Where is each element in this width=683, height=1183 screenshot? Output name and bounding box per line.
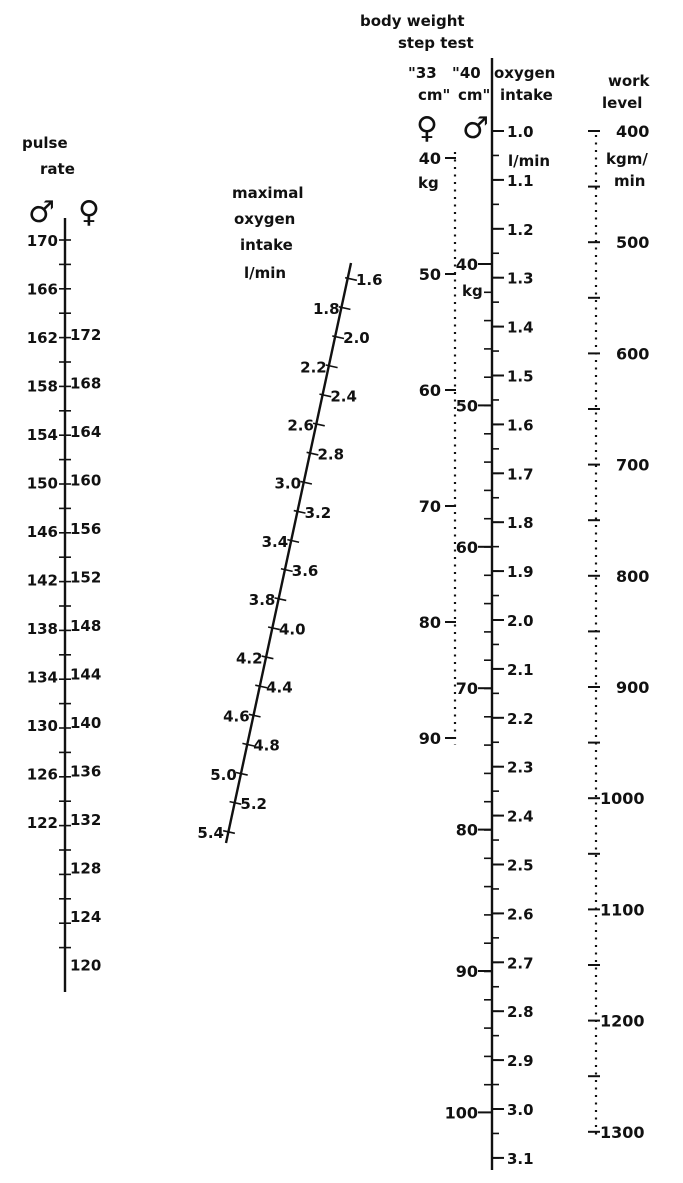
vo2max-label: 2.0 <box>343 329 370 348</box>
pulse-female-label: 144 <box>70 665 102 684</box>
vo2max-tick <box>300 481 312 484</box>
female-weight-label: 50 <box>418 265 441 284</box>
pulse-male-label: 134 <box>26 668 58 687</box>
work-level-label: 1300 <box>600 1122 645 1142</box>
pulse-male-symbol: ♂ <box>28 195 55 230</box>
vo2max-label: 3.6 <box>291 562 319 581</box>
male-weight-label: 100 <box>444 1103 478 1123</box>
female-weight-label: 90 <box>418 729 441 748</box>
male-weight-label: 80 <box>455 820 478 840</box>
vo2max-title-line4: l/min <box>244 264 287 282</box>
max-oxygen-intake-scale <box>197 184 382 843</box>
vo2max-label: 1.6 <box>356 271 383 289</box>
pulse-female-label: 156 <box>70 520 102 538</box>
male-step-height: "40 <box>452 64 481 82</box>
vo2max-title-line3: intake <box>240 236 293 254</box>
pulse-male-label: 162 <box>26 329 58 347</box>
pulse-female-label: 120 <box>70 956 102 975</box>
pulse-male-label: 138 <box>26 620 58 638</box>
vo2max-tick <box>275 598 287 601</box>
work-level-scale <box>588 72 651 1142</box>
work-level-labels <box>600 122 649 1142</box>
vo2max-ticks <box>223 278 357 834</box>
vo2max-label: 2.8 <box>317 445 345 464</box>
oxygen-intake-label: 1.2 <box>507 220 534 239</box>
female-weight-labels <box>419 149 441 748</box>
oxygen-intake-label: 2.8 <box>507 1003 534 1022</box>
female-step-height: "33 <box>408 64 437 82</box>
vo2max-tick <box>262 656 274 659</box>
vo2max-label: 3.8 <box>248 591 276 610</box>
vo2max-label: 5.2 <box>240 794 267 813</box>
pulse-female-symbol: ♀ <box>78 195 100 230</box>
pulse-male-label: 126 <box>26 765 58 784</box>
pulse-male-label: 142 <box>26 571 58 590</box>
female-weight-label: 60 <box>418 381 441 400</box>
work-level-unit-line1: kgm/ <box>606 150 648 168</box>
male-weight-label: 60 <box>455 537 478 557</box>
pulse-female-label: 148 <box>70 617 102 635</box>
oxygen-intake-label: 1.9 <box>507 563 534 582</box>
vo2max-axis <box>226 263 351 843</box>
vo2max-label: 4.8 <box>253 736 280 755</box>
vo2max-title-line2: oxygen <box>234 210 296 228</box>
male-weight-oxygen-intake-scale <box>445 58 556 1170</box>
oxygen-intake-label: 1.0 <box>507 123 534 141</box>
male-step-unit: cm" <box>458 86 491 104</box>
vo2max-label: 4.2 <box>235 649 263 668</box>
female-weight-label: 40 <box>418 149 441 168</box>
oxygen-intake-label: 1.6 <box>507 416 534 435</box>
pulse-male-label: 130 <box>26 717 58 735</box>
vo2max-title-line1: maximal <box>232 184 304 202</box>
oxygen-intake-label: 2.3 <box>507 758 534 777</box>
pulse-female-label: 164 <box>70 423 102 441</box>
male-weight-label: 50 <box>455 396 478 416</box>
oxygen-intake-label: 1.4 <box>507 318 534 337</box>
male-weight-label: 40 <box>455 255 478 274</box>
oxygen-intake-label: 2.1 <box>507 660 534 679</box>
oxygen-intake-label: 1.7 <box>507 465 534 484</box>
female-weight-label: 80 <box>418 613 441 632</box>
weight-male-symbol: ♂ <box>462 111 489 146</box>
work-level-title-line1: work <box>608 72 650 90</box>
work-level-title-line2: level <box>602 94 643 112</box>
male-weight-label: 90 <box>455 962 478 981</box>
pulse-female-label: 128 <box>70 859 102 878</box>
oxygen-intake-label: 3.0 <box>507 1101 534 1119</box>
pulse-female-label: 152 <box>70 568 102 587</box>
vo2max-label: 2.4 <box>330 387 357 406</box>
vo2max-label: 4.0 <box>278 620 306 639</box>
oxygen-intake-label: 2.2 <box>507 709 534 728</box>
pulse-male-label: 170 <box>26 232 58 250</box>
oxygen-intake-label: 1.8 <box>507 514 534 533</box>
oxygen-intake-label: 1.5 <box>507 367 534 386</box>
female-weight-unit: kg <box>418 174 439 192</box>
pulse-female-label: 136 <box>70 762 102 781</box>
male-weight-labels <box>445 255 478 1122</box>
oxygen-intake-unit: l/min <box>508 152 551 170</box>
male-weight-label: 70 <box>455 679 478 699</box>
female-body-weight-scale <box>418 149 456 748</box>
pulse-rate-scale <box>22 134 101 992</box>
work-level-label: 1100 <box>600 900 645 920</box>
vo2max-label: 3.2 <box>304 503 332 522</box>
oxygen-intake-label: 2.5 <box>507 856 534 875</box>
female-step-unit: cm" <box>418 86 451 104</box>
work-level-label: 700 <box>616 455 650 475</box>
vo2max-label: 2.6 <box>287 416 314 435</box>
pulse-male-labels <box>27 232 58 832</box>
work-level-label: 1200 <box>600 1011 645 1031</box>
vo2max-tick <box>287 540 299 543</box>
oxygen-intake-label: 2.7 <box>507 954 534 973</box>
work-level-label: 800 <box>616 566 650 586</box>
male-weight-ticks <box>478 264 492 1112</box>
pulse-male-label: 166 <box>26 280 58 299</box>
vo2max-label: 5.4 <box>197 824 224 842</box>
pulse-title-line1: pulse <box>22 134 68 152</box>
pulse-male-label: 146 <box>26 523 58 541</box>
oxygen-intake-label: 1.3 <box>507 269 534 288</box>
pulse-female-label: 160 <box>70 471 102 490</box>
oxygen-intake-label: 2.0 <box>507 612 534 630</box>
male-weight-unit: kg <box>462 282 483 300</box>
oxygen-intake-labels <box>507 123 534 1168</box>
pulse-male-label: 158 <box>26 377 58 396</box>
pulse-male-label: 122 <box>26 814 58 832</box>
oxygen-intake-title-line2: intake <box>500 86 553 104</box>
oxygen-intake-label: 2.4 <box>507 807 534 826</box>
weight-female-symbol: ♀ <box>416 111 438 146</box>
body-weight-header <box>360 12 490 146</box>
pulse-female-label: 168 <box>70 374 102 393</box>
pulse-female-label: 124 <box>70 908 102 926</box>
vo2max-label: 1.8 <box>313 300 340 319</box>
pulse-female-label: 132 <box>70 811 102 829</box>
pulse-female-labels <box>70 326 101 975</box>
work-level-label: 500 <box>616 233 650 253</box>
oxygen-intake-label: 2.9 <box>507 1052 534 1071</box>
body-weight-title: body weight <box>360 12 465 30</box>
pulse-male-label: 154 <box>26 426 58 444</box>
work-level-label: 1000 <box>600 789 645 809</box>
work-level-ticks <box>588 131 600 1132</box>
oxygen-intake-title-line1: oxygen <box>494 64 556 82</box>
female-weight-label: 70 <box>418 497 441 516</box>
pulse-male-label: 150 <box>26 474 58 493</box>
work-level-label: 400 <box>616 122 650 141</box>
vo2max-label: 2.2 <box>300 358 327 377</box>
pulse-female-label: 140 <box>70 714 102 732</box>
work-level-label: 900 <box>616 678 650 697</box>
vo2max-label: 3.0 <box>274 474 302 493</box>
oxygen-intake-label: 2.6 <box>507 905 534 924</box>
oxygen-intake-ticks <box>492 131 504 1158</box>
female-weight-ticks <box>445 158 456 738</box>
oxygen-intake-label: 3.1 <box>507 1149 534 1168</box>
pulse-title-line2: rate <box>40 160 75 178</box>
step-test-title: step test <box>398 34 474 52</box>
vo2max-label: 4.4 <box>266 678 293 697</box>
work-level-label: 600 <box>616 344 650 364</box>
vo2max-label: 4.6 <box>223 707 250 726</box>
vo2max-label: 5.0 <box>210 765 237 784</box>
oxygen-intake-label: 1.1 <box>507 171 534 190</box>
pulse-female-label: 172 <box>70 326 102 344</box>
work-level-unit-line2: min <box>614 172 646 190</box>
vo2max-label: 3.4 <box>261 532 289 551</box>
